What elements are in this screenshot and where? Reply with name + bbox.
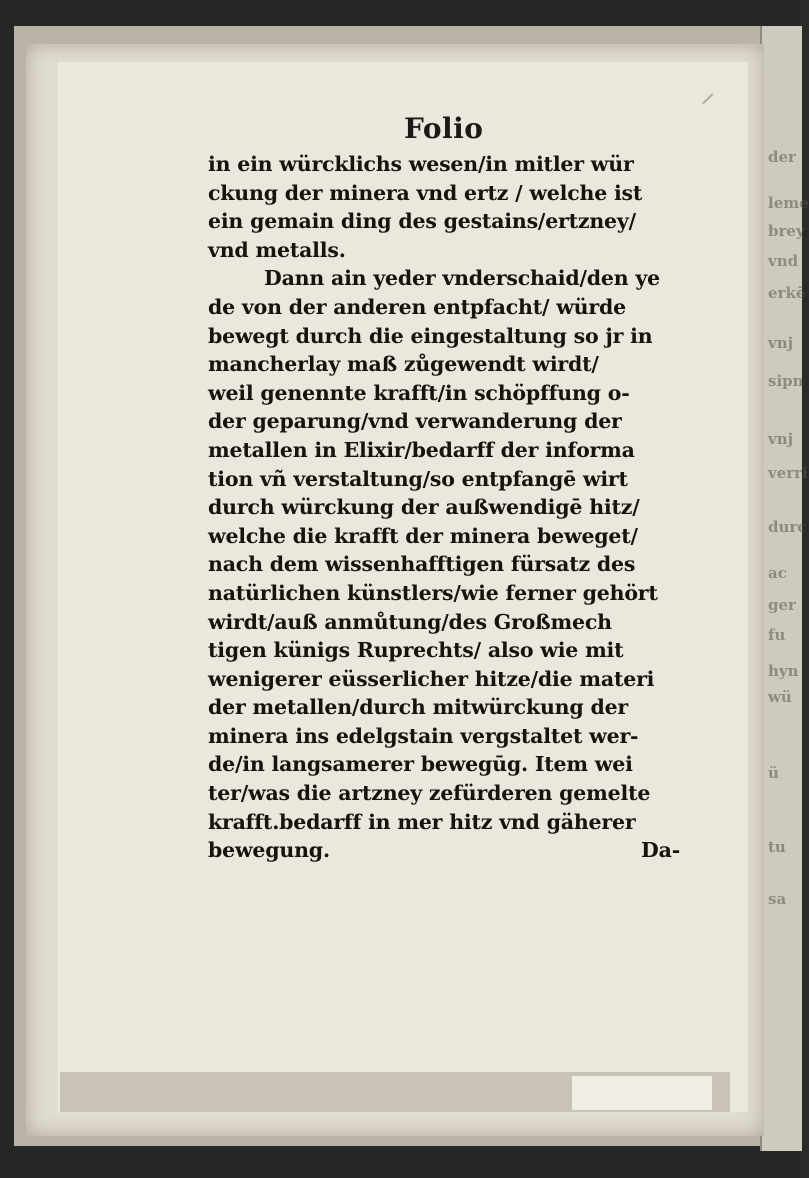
facing-fragment: der (768, 148, 796, 166)
text-line: wirdt/auß anmůtung/des Großmech (208, 609, 612, 634)
facing-fragment: ger (768, 596, 796, 614)
text-line: nach dem wissenhafftigen fürsatz des (208, 552, 636, 577)
text-line: durch würckung der außwendigē hitz/ (208, 495, 640, 520)
facing-fragment: sipn (768, 372, 804, 390)
facing-fragment: fu (768, 626, 786, 644)
text-line: tion vñ verstaltung/so entpfangē wirt (208, 466, 628, 491)
text-line: minera ins edelgstain vergstaltet wer- (208, 723, 639, 748)
text-line: Dann ain yeder vnderschaid/den ye (264, 266, 660, 291)
facing-fragment: brey (768, 222, 805, 240)
facing-fragment: durc (768, 518, 807, 536)
facing-fragment: hyn (768, 662, 799, 680)
facing-fragment: sa (768, 890, 787, 908)
facing-fragment: wü (768, 688, 792, 706)
page-corner-tab (572, 1076, 712, 1110)
text-line: der geparung/vnd verwanderung der (208, 409, 622, 434)
text-line: bewegt durch die eingestaltung so jr in (208, 323, 653, 348)
text-line: metallen in Elixir/bedarff der informa (208, 437, 635, 462)
text-line: natürlichen künstlers/wie ferner gehört (208, 580, 658, 605)
catchword: Da- (641, 838, 680, 863)
text-line: de/in langsamerer bewegūg. Item wei (208, 752, 633, 777)
facing-fragment: vnj (768, 334, 794, 352)
facing-fragment: tu (768, 838, 786, 856)
text-line: in ein würcklichs wesen/in mitler wür (208, 152, 634, 176)
text-line: krafft.bedarff in mer hitz vnd gäherer (208, 809, 636, 834)
facing-fragment: erkē (768, 284, 806, 302)
text-line: tigen künigs Ruprechts/ also wie mit (208, 638, 624, 663)
body-text (208, 150, 688, 865)
text-line: der metallen/durch mitwürckung der (208, 695, 629, 720)
facing-fragment: ac (768, 564, 787, 582)
text-line: weil genennte krafft/in schöpffung o- (208, 380, 630, 405)
text-line: de von der anderen entpfacht/ würde (208, 294, 626, 319)
page-heading: Folio (404, 112, 484, 145)
facing-fragment: leme (768, 194, 809, 212)
facing-fragment: ü (768, 764, 779, 782)
facing-page-edge (760, 26, 809, 1151)
text-line: mancherlay maß zůgewendt wirdt/ (208, 352, 599, 377)
facing-fragment: vnd (768, 252, 799, 270)
text-line: wenigerer eüsserlicher hitze/die materi (208, 666, 655, 691)
text-line: vnd metalls. (208, 237, 346, 262)
text-line: welche die krafft der minera beweget/ (208, 523, 638, 548)
text-line: ckung der minera vnd ertz / welche ist (208, 180, 643, 205)
page-bottom-edge (60, 1072, 730, 1112)
facing-fragment: vnj (768, 430, 794, 448)
text-line: ein gemain ding des gestains/ertzney/ (208, 209, 636, 234)
facing-fragment: verri (768, 464, 808, 482)
text-line: ter/was die artzney zefürderen gemelte (208, 781, 651, 806)
text-line: bewegung. (208, 838, 330, 863)
